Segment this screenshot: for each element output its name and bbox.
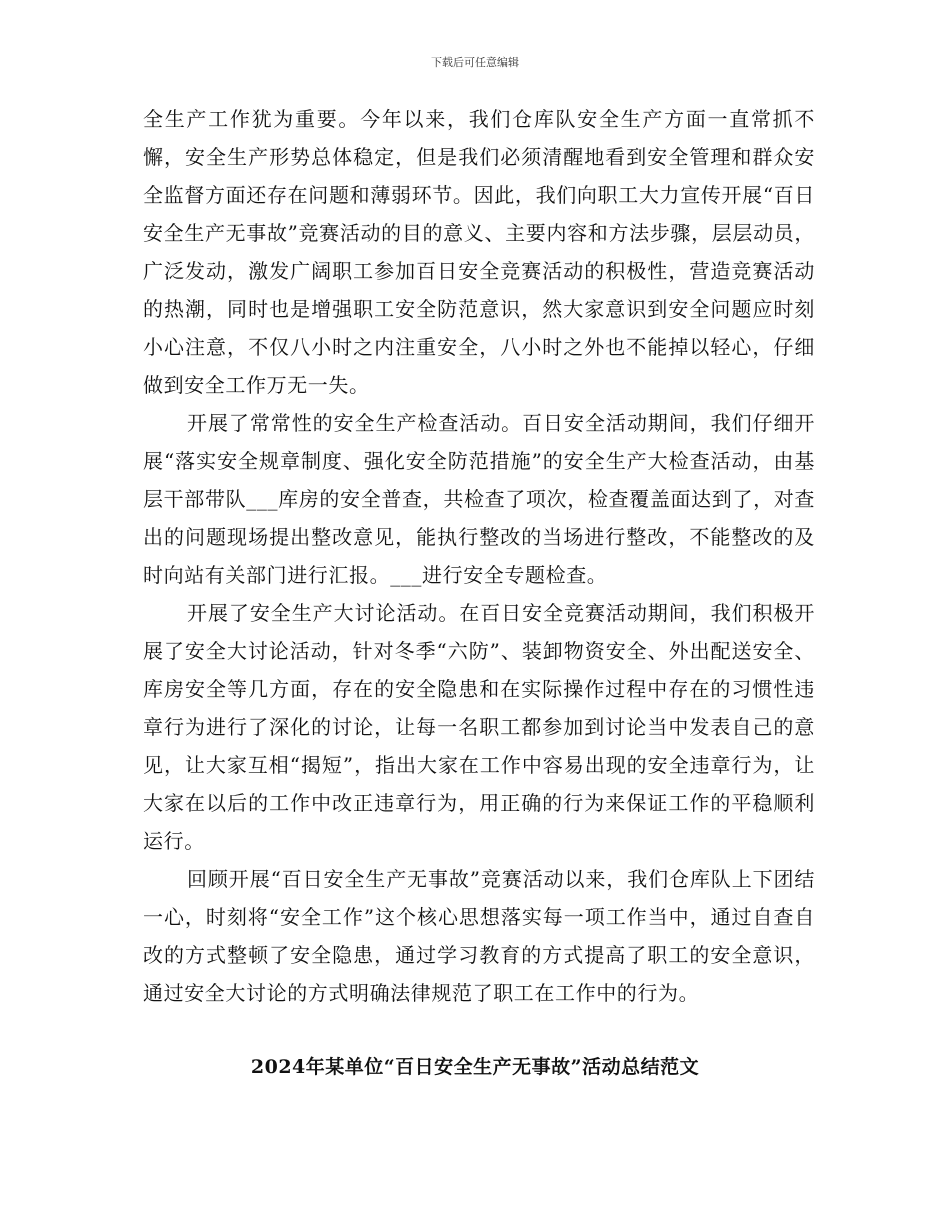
body-paragraph-3: 开展了安全生产大讨论活动。在百日安全竞赛活动期间，我们积极开展了安全大讨论活动，针对冬季“六防”、装卸物资安全、外出配送安全、库房安全等几方面，存在的安全隐患和在实际操作过程中存在的习惯性违章行为进行了深化的讨论，让每一名职工都参加到讨论当中发表自己的意见，让大家互相“揭短”，指出大家在工作中容易出现的安全违章行为，让大家在以后的工作中改正违章行为，用正确的行为来保证工作的平稳顺利运行。: [143, 601, 815, 853]
body-paragraph-2: 开展了常常性的安全生产检查活动。百日安全活动期间，我们仔细开展“落实安全规章制度、强化安全防范措施”的安全生产大检查活动，由基层干部带队___库房的安全普查，共检查了项次，检查覆盖面达到了，对查出的问题现场提出整改意见，能执行整改的当场进行整改，不能整改的及时向站有关部门进行汇报。___进行安全专题检查。: [143, 411, 815, 587]
page-header-note: 下载后可任意编辑: [431, 56, 519, 69]
body-paragraph-4: 回顾开展“百日安全生产无事故”竞赛活动以来，我们仓库队上下团结一心，时刻将“安全工作”这个核心思想落实每一项工作当中，通过自查自改的方式整顿了安全隐患，通过学习教育的方式提高了职工的安全意识，通过安全大讨论的方式明确法律规范了职工在工作中的行为。: [143, 867, 815, 1005]
document-title: 2024年某单位“百日安全生产无事故”活动总结范文: [250, 1056, 700, 1078]
document-body: [143, 100, 815, 1012]
body-paragraph-1: 全生产工作犹为重要。今年以来，我们仓库队安全生产方面一直常抓不懈，安全生产形势总体稳定，但是我们必须清醒地看到安全管理和群众安全监督方面还存在问题和薄弱环节。因此，我们向职工大力宣传开展“百日安全生产无事故”竞赛活动的目的意义、主要内容和方法步骤，层层动员，广泛发动，激发广阔职工参加百日安全竞赛活动的积极性，营造竞赛活动的热潮，同时也是增强职工安全防范意识，然大家意识到安全问题应时刻小心注意，不仅八小时之内注重安全，八小时之外也不能掉以轻心，仔细做到安全工作万无一失。: [143, 107, 815, 397]
